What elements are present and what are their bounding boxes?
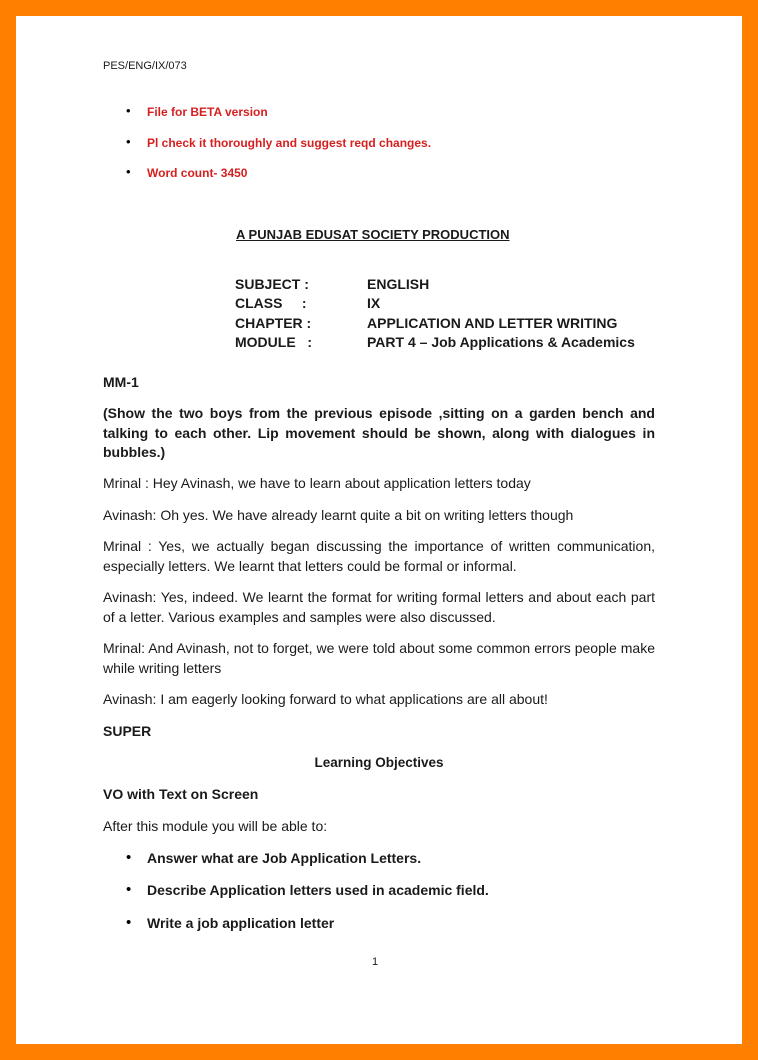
bullet-icon: •: [126, 914, 132, 931]
intro-line: After this module you will be able to:: [103, 818, 328, 834]
meta-label-class: CLASS :: [235, 295, 307, 311]
bullet-icon: •: [126, 134, 131, 149]
bullet-icon: •: [126, 103, 131, 118]
super-label: SUPER: [103, 723, 152, 739]
dialogue-line: Mrinal : Hey Avinash, we have to learn about application letters today: [103, 475, 531, 491]
review-note: Word count- 3450: [147, 166, 248, 180]
dialogue-line: Mrinal: And Avinash, not to forget, we were told about some common errors people make while writing letters: [103, 640, 655, 676]
page-number: 1: [372, 956, 379, 968]
bullet-icon: •: [126, 164, 131, 179]
objective-item: Answer what are Job Application Letters.: [147, 850, 422, 866]
production-title: A PUNJAB EDUSAT SOCIETY PRODUCTION: [236, 227, 510, 242]
review-note: Pl check it thoroughly and suggest reqd changes.: [147, 136, 432, 150]
review-note: File for BETA version: [147, 105, 268, 119]
dialogue-line: Avinash: I am eagerly looking forward to what applications are all about!: [103, 691, 548, 707]
dialogue-line: Mrinal : Yes, we actually began discussing the importance of written communication, especially letters. We learnt that letters could be formal or informal.: [103, 538, 655, 574]
segment-id: MM-1: [103, 374, 139, 390]
meta-label-subject: SUBJECT :: [235, 276, 309, 292]
meta-value-class: IX: [367, 295, 381, 311]
bullet-icon: •: [126, 881, 132, 898]
document-code: PES/ENG/IX/073: [103, 60, 187, 72]
meta-label-chapter: CHAPTER :: [235, 315, 312, 331]
learning-objectives-title: Learning Objectives: [314, 755, 444, 770]
meta-value-module: PART 4 – Job Applications & Academics: [367, 334, 635, 350]
objective-item: Write a job application letter: [147, 915, 335, 931]
meta-value-chapter: APPLICATION AND LETTER WRITING: [367, 315, 618, 331]
vo-label: VO with Text on Screen: [103, 786, 259, 802]
meta-value-subject: ENGLISH: [367, 276, 430, 292]
dialogue-line: Avinash: Yes, indeed. We learnt the format for writing formal letters and about each part of a letter. Various examples and samples were also discussed.: [103, 589, 655, 625]
meta-label-module: MODULE :: [235, 334, 312, 350]
bullet-icon: •: [126, 849, 132, 866]
dialogue-line: Avinash: Oh yes. We have already learnt quite a bit on writing letters though: [103, 507, 574, 523]
document-page: [16, 16, 742, 1044]
stage-direction: (Show the two boys from the previous episode ,sitting on a garden bench and talking to each other. Lip movement should be shown, along with dialogues in bubbles.): [103, 405, 655, 460]
objective-item: Describe Application letters used in academic field.: [147, 882, 489, 898]
